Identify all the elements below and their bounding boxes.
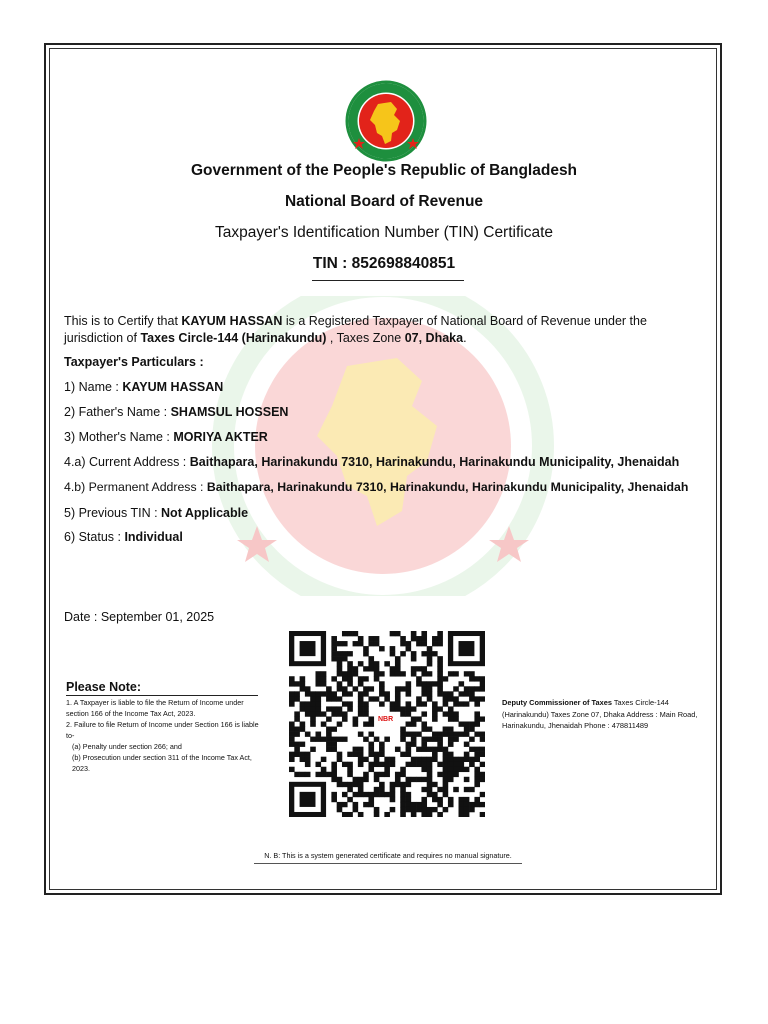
- taxes-zone: 07, Dhaka: [404, 331, 464, 345]
- deputy-commissioner-title: Deputy Commissioner of Taxes: [502, 698, 612, 707]
- particular-row-current-address: 4.a) Current Address : Baithapara, Harinakundu 7310, Harinakundu, Harinakundu Municipality, Jhenaidah: [64, 455, 680, 469]
- please-note-body: [66, 697, 262, 774]
- particular-row-mother: 3) Mother's Name : MORIYA AKTER: [64, 430, 268, 444]
- footer-underline: [254, 863, 522, 864]
- particular-row-status: 6) Status : Individual: [64, 530, 183, 544]
- please-note-underline: [66, 695, 258, 696]
- particular-row-permanent-address: 4.b) Permanent Address : Baithapara, Harinakundu 7310, Harinakundu, Harinakundu Municipality, Jhenaidah: [64, 480, 689, 494]
- qr-center-mark: NBR: [378, 716, 394, 723]
- taxes-circle: Taxes Circle-144 (Harinakundu): [140, 331, 327, 345]
- government-seal-logo: [345, 80, 427, 162]
- particular-row-previous-tin: 5) Previous TIN : Not Applicable: [64, 506, 249, 520]
- certification-statement: This is to Certify that KAYUM HASSAN is a Registered Taxpayer of National Board of Revenue under the jurisdiction of Taxes Circle-144 (Harinakundu) , Taxes Zone 07, Dhaka.: [64, 314, 647, 345]
- note-line-2: 2. Failure to file Return of Income under Section 166 is liable to-: [66, 720, 259, 740]
- particular-row-father: 2) Father's Name : SHAMSUL HOSSEN: [64, 405, 289, 419]
- taxpayer-name: KAYUM HASSAN: [181, 314, 283, 328]
- particular-row-name: 1) Name : KAYUM HASSAN: [64, 380, 224, 394]
- deputy-commissioner-details: Taxes Circle-144 (Harinakundu) Taxes Zone 07, Dhaka Address : Main Road, Harinakundu, Jhenaidah Phone : 478811489: [502, 698, 698, 730]
- board-heading: National Board of Revenue: [284, 193, 484, 210]
- particulars-heading: Taxpayer's Particulars :: [64, 355, 204, 369]
- issue-date: Date : September 01, 2025: [64, 610, 215, 624]
- note-line-1: 1. A Taxpayer is liable to file the Return of Income under section 166 of the Income Tax Act, 2023.: [66, 698, 244, 718]
- certificate-title: Taxpayer's Identification Number (TIN) Certificate: [214, 224, 554, 241]
- please-note-title: Please Note:: [66, 680, 142, 694]
- note-line-3: (a) Penalty under section 266; and: [72, 742, 182, 751]
- verification-qr-code[interactable]: [289, 631, 485, 817]
- deputy-commissioner-block: [502, 697, 702, 732]
- tin-underline: [312, 280, 464, 281]
- tin-number: TIN : 852698840851: [312, 255, 456, 272]
- note-line-4: (b) Prosecution under section 311 of the Income Tax Act, 2023.: [72, 753, 252, 773]
- system-generated-footer: N. B: This is a system generated certificate and requires no manual signature.: [264, 851, 512, 860]
- government-heading: Government of the People's Republic of Bangladesh: [190, 162, 578, 179]
